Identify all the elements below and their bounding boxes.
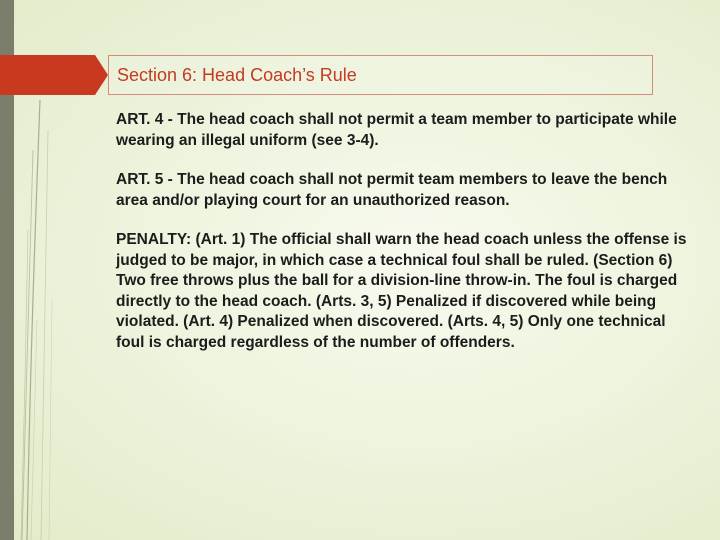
paragraph-penalty: PENALTY: (Art. 1) The official shall warn the head coach unless the offense is judged to be major, in which case a technical foul shall be ruled. (Section 6) Two free throws plus the ball for a division-line throw-in. The foul is charged directly to the head coach. (Arts. 3, 5) Penalized if discovered while being violated. (Art. 4) Penalized when discovered. (Arts. 4, 5) Only one technical foul is charged regardless of the number of offenders. [116, 231, 687, 351]
paragraph-art-5: ART. 5 - The head coach shall not permit team members to leave the bench area and/or playing court for an unauthorized reason. [116, 171, 668, 209]
slide-title: Section 6: Head Coach’s Rule [117, 65, 357, 85]
slide-body [116, 110, 688, 372]
paragraph-art-4: ART. 4 - The head coach shall not permit a team member to participate while wearing an illegal uniform (see 3-4). [116, 111, 677, 149]
title-accent-arrow [0, 55, 108, 95]
slide-title-box [108, 55, 653, 95]
